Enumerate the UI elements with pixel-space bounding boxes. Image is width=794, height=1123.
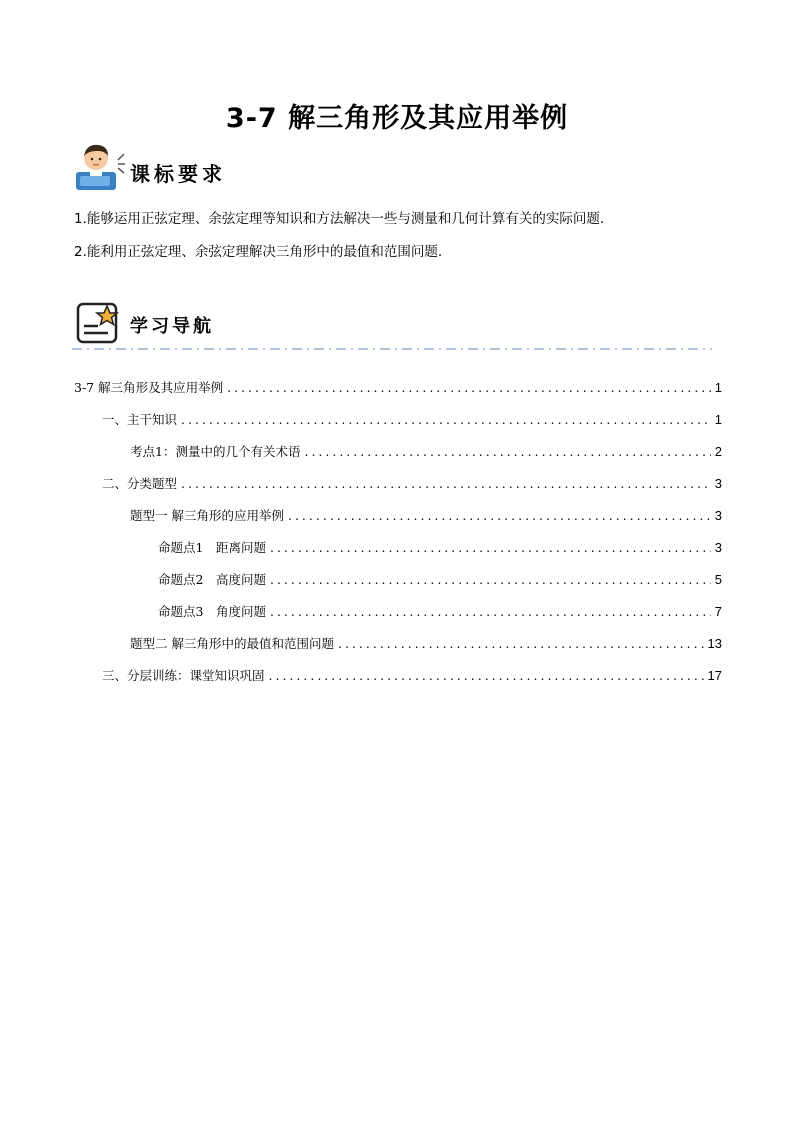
toc-entry[interactable] bbox=[74, 499, 722, 531]
toc-entry-title: 命题点3 角度问题 bbox=[158, 604, 266, 619]
toc-page-number: 3 bbox=[714, 507, 722, 523]
toc-entry[interactable] bbox=[74, 371, 722, 403]
toc-leader bbox=[181, 476, 711, 491]
toc-leader bbox=[270, 572, 711, 587]
toc-entry[interactable] bbox=[74, 403, 722, 435]
toc-leader bbox=[181, 412, 711, 427]
toc-entry[interactable] bbox=[74, 659, 722, 691]
toc-entry-title: 考点1：测量中的几个有关术语 bbox=[130, 444, 301, 459]
toc-entry[interactable] bbox=[74, 627, 722, 659]
toc-entry-title: 命题点2 高度问题 bbox=[158, 572, 266, 587]
toc-page-number: 17 bbox=[707, 667, 722, 683]
toc-leader bbox=[338, 636, 704, 651]
toc-page-number: 1 bbox=[714, 411, 722, 427]
dashed-divider bbox=[72, 348, 712, 350]
toc-leader bbox=[227, 380, 711, 395]
toc-leader bbox=[288, 508, 711, 523]
section-label: 学习导航 bbox=[130, 316, 214, 337]
toc-entry-title: 3-7 解三角形及其应用举例 bbox=[74, 380, 224, 395]
toc-leader bbox=[270, 540, 711, 555]
toc-page-number: 1 bbox=[714, 379, 722, 395]
toc-entry[interactable] bbox=[74, 563, 722, 595]
page-title: 3-7 解三角形及其应用举例 bbox=[225, 103, 569, 134]
toc-entry[interactable] bbox=[74, 435, 722, 467]
toc-leader bbox=[270, 604, 711, 619]
requirement-item: 1.能够运用正弦定理、余弦定理等知识和方法解决一些与测量和几何计算有关的实际问题. bbox=[74, 211, 605, 227]
toc-entry[interactable] bbox=[74, 531, 722, 563]
toc-entry-title: 三、分层训练：课堂知识巩固 bbox=[102, 668, 265, 683]
toc-page-number: 13 bbox=[707, 635, 722, 651]
toc-page-number: 7 bbox=[714, 603, 722, 619]
toc-entry-title: 二、分类题型 bbox=[102, 476, 178, 491]
toc-leader bbox=[304, 444, 710, 459]
toc-entry[interactable] bbox=[74, 595, 722, 627]
toc-page-number: 5 bbox=[714, 571, 722, 587]
student-icon bbox=[74, 142, 122, 190]
toc-entry-title: 题型二 解三角形中的最值和范围问题 bbox=[130, 636, 334, 651]
toc-leader bbox=[269, 668, 704, 683]
toc-page-number: 3 bbox=[714, 475, 722, 491]
toc-entry-title: 命题点1 距离问题 bbox=[158, 540, 266, 555]
requirement-item: 2.能利用正弦定理、余弦定理解决三角形中的最值和范围问题. bbox=[74, 244, 443, 260]
table-of-contents bbox=[74, 371, 722, 691]
section-label: 课标要求 bbox=[130, 162, 226, 186]
toc-entry-title: 一、主干知识 bbox=[102, 412, 178, 427]
toc-page-number: 3 bbox=[714, 539, 722, 555]
toc-entry-title: 题型一 解三角形的应用举例 bbox=[130, 508, 284, 523]
toc-page-number: 2 bbox=[714, 443, 722, 459]
star-clipboard-icon bbox=[74, 300, 122, 348]
toc-entry[interactable] bbox=[74, 467, 722, 499]
